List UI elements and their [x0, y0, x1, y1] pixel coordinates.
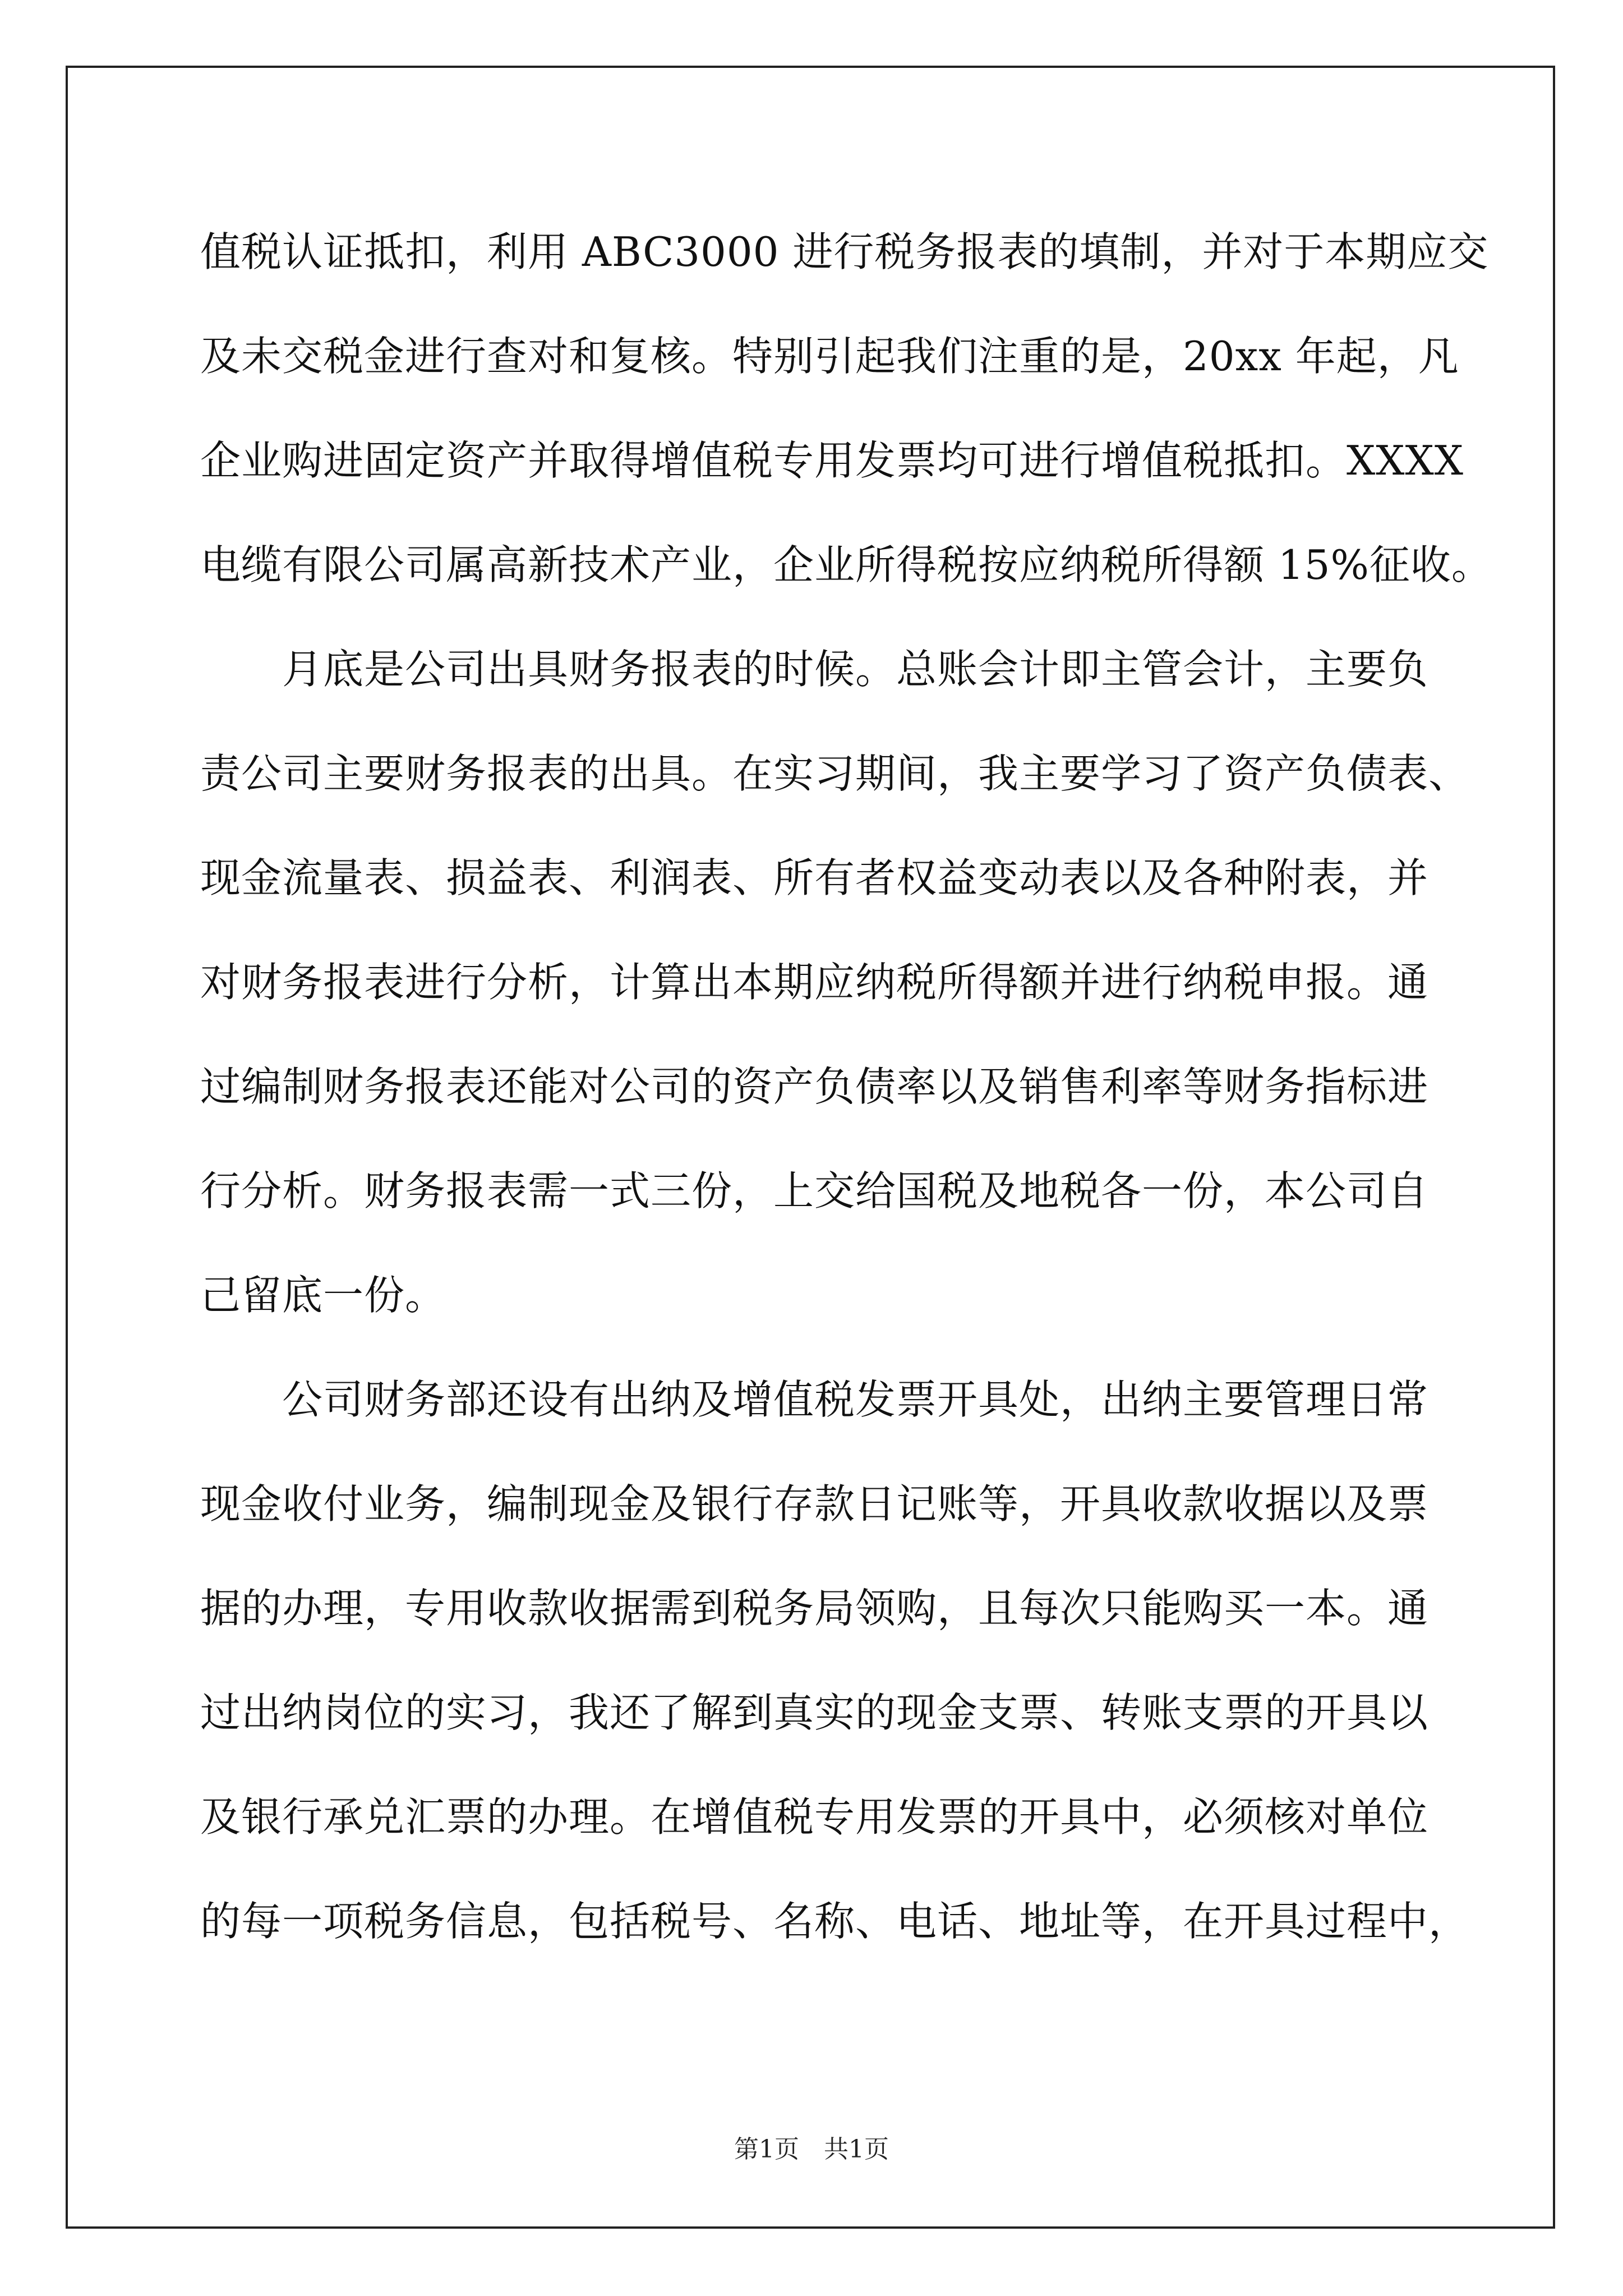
text-line: 的每一项税务信息，包括税号、名称、电话、地址等，在开具过程中， [200, 1898, 1470, 1945]
text-line: 及银行承兑汇票的办理。在增值税专用发票的开具中，必须核对单位 [200, 1793, 1429, 1841]
text-line: 己留底一份。 [200, 1272, 446, 1319]
text-line: 过出纳岗位的实习，我还了解到真实的现金支票、转账支票的开具以 [200, 1689, 1429, 1736]
text-line: 公司财务部还设有出纳及增值税发票开具处，出纳主要管理日常 [200, 1376, 1429, 1423]
text-line: 及未交税金进行查对和复核。特别引起我们注重的是，20xx 年起，凡 [200, 333, 1459, 380]
text-line: 电缆有限公司属高新技术产业，企业所得税按应纳税所得额 15%征收。 [200, 541, 1492, 588]
text-line: 对财务报表进行分析，计算出本期应纳税所得额并进行纳税申报。通 [200, 959, 1429, 1006]
text-line: 现金流量表、损益表、利润表、所有者权益变动表以及各种附表，并 [200, 854, 1429, 901]
text-line: 行分析。财务报表需一式三份，上交给国税及地税各一份，本公司自 [200, 1167, 1429, 1214]
text-line: 现金收付业务，编制现金及银行存款日记账等，开具收款收据以及票 [200, 1480, 1429, 1527]
text-line: 过编制财务报表还能对公司的资产负债率以及销售利率等财务指标进 [200, 1063, 1429, 1110]
text-line: 值税认证抵扣，利用 ABC3000 进行税务报表的填制，并对于本期应交 [200, 228, 1489, 275]
text-line: 据的办理，专用收款收据需到税务局领购，且每次只能购买一本。通 [200, 1585, 1429, 1632]
text-line: 责公司主要财务报表的出具。在实习期间，我主要学习了资产负债表、 [200, 750, 1470, 797]
page-footer: 第1页 共1页 [734, 2135, 889, 2164]
text-line: 企业购进固定资产并取得增值税专用发票均可进行增值税抵扣。XXXX [200, 437, 1464, 484]
document-body [200, 200, 1492, 1973]
text-line: 月底是公司出具财务报表的时候。总账会计即主管会计，主要负 [200, 646, 1429, 693]
